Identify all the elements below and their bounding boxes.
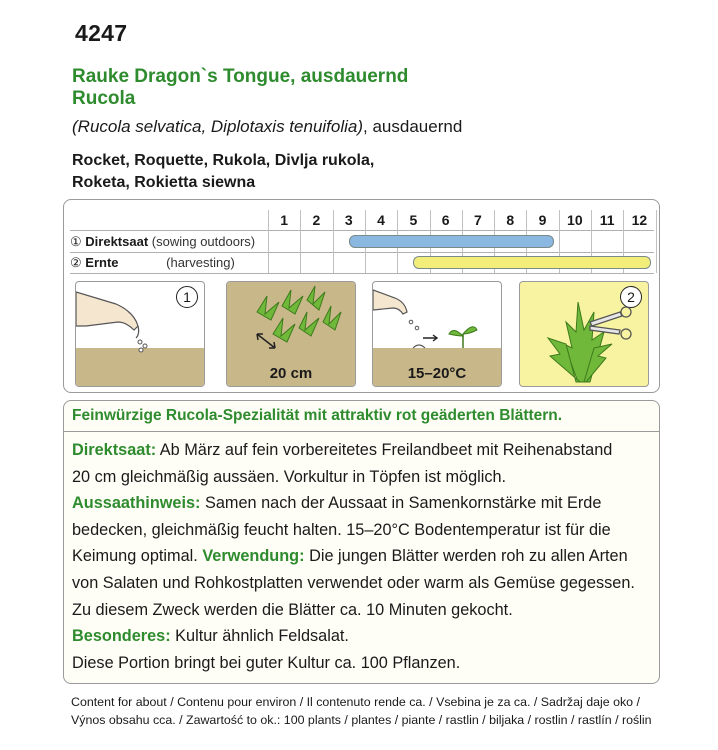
month-label: 9	[538, 212, 547, 228]
portion-line: Diese Portion bringt bei guter Kultur ca. 100 Pflanzen.	[72, 653, 461, 672]
description-panel	[63, 400, 660, 684]
besonderes-label: Besonderes:	[72, 627, 171, 646]
calendar-row-direktsaat	[70, 233, 255, 251]
month-label: 7	[474, 212, 482, 228]
verwendung-text: Die jungen Blätter werden roh zu allen Arten	[304, 547, 628, 566]
row-translation-sowing: (sowing outdoors)	[151, 234, 256, 249]
month-label: 2	[312, 212, 321, 228]
description-headline: Feinwürzige Rucola-Spezialität mit attraktiv rot geäderten Blättern.	[72, 407, 563, 424]
aussaat-line1	[72, 490, 652, 517]
calendar-divider	[70, 230, 654, 231]
description-body	[72, 437, 652, 676]
spacing-label: 20 cm	[269, 365, 313, 382]
product-title	[72, 66, 408, 110]
besonderes-text: Kultur ähnlich Feldsalat.	[170, 627, 349, 646]
month-label: 4	[377, 212, 385, 228]
row-marker-1: ①	[70, 234, 82, 249]
aussaat-label: Aussaathinweis:	[72, 494, 201, 513]
direktsaat-line2: 20 cm gleichmäßig aussäen. Vorkultur in Töpfen ist möglich.	[72, 467, 507, 486]
aussaat-line3	[72, 543, 652, 570]
direktsaat-line1	[72, 437, 652, 464]
besonderes-line	[72, 623, 652, 650]
direktsaat-label: Direktsaat:	[72, 441, 157, 459]
content-footer	[71, 693, 652, 729]
calendar-row-ernte	[70, 254, 235, 272]
step-marker-1: 1	[176, 286, 198, 308]
row-translation-harvest: (harvesting)	[166, 255, 235, 270]
common-names	[72, 150, 374, 194]
verwendung-line2: von Salaten und Rohkostplatten verwendet oder warm als Gemüse gegessen.	[72, 573, 635, 592]
month-gridline	[300, 210, 301, 273]
rocket-plant-scissors-icon	[520, 282, 648, 386]
month-label: 8	[506, 212, 515, 228]
month-label: 5	[409, 212, 418, 228]
harvest-period-bar	[413, 256, 651, 269]
pictogram-harvest	[519, 281, 649, 387]
pictogram-germination	[372, 281, 502, 387]
month-gridline	[333, 210, 334, 273]
verwendung-label: Verwendung:	[202, 547, 305, 566]
footer-line1: Content for about / Contenu pour environ / Il contenuto rende ca. / Vsebina je za ca. / Sadržaj daje oko /	[71, 695, 640, 709]
month-gridline	[268, 210, 269, 273]
temperature-label: 15–20°C	[407, 365, 467, 382]
month-label: 1	[280, 212, 289, 228]
month-label: 10	[567, 212, 583, 228]
month-label: 6	[441, 212, 450, 228]
row-label-ernte: Ernte	[85, 255, 119, 270]
product-title-line2: Rucola	[72, 88, 136, 109]
month-label: 3	[344, 212, 353, 228]
row-marker-2: ②	[70, 255, 82, 270]
step-marker-2: 2	[620, 286, 642, 308]
common-names-line1: Rocket, Roquette, Rukola, Divlja rukola,	[72, 152, 375, 169]
pictogram-sowing	[75, 281, 205, 387]
footer-line2: Výnos obsahu cca. / Zawartość to ok.: 100 plants / plantes / piante / rastlin / biljaka / rostlin / rastlín / roślin	[71, 713, 652, 727]
aussaat-text-end: Keimung optimal.	[72, 547, 203, 566]
aussaat-text: Samen nach der Aussaat in Samenkornstärke mit Erde	[200, 494, 602, 513]
common-names-line2: Roketa, Rokietta siewna	[72, 174, 256, 191]
headline-divider	[64, 431, 659, 432]
hand-sowing-icon	[76, 282, 204, 386]
pictogram-spacing	[226, 281, 356, 387]
verwendung-line3: Zu diesem Zweck werden die Blätter ca. 10 Minuten gekocht.	[72, 600, 513, 619]
month-label: 12	[631, 212, 648, 228]
month-gridline	[656, 210, 657, 273]
sowing-period-bar	[349, 235, 554, 248]
month-label: 11	[599, 212, 615, 228]
article-number: 4247	[75, 20, 128, 46]
botanical-suffix: , ausdauernd	[363, 117, 463, 136]
product-title-line1: Rauke Dragon`s Tongue, ausdauernd	[72, 66, 409, 87]
calendar-divider	[70, 273, 654, 274]
direktsaat-text: Ab März auf fein vorbereitetes Freilandbeet mit Reihenabstand	[156, 441, 613, 459]
calendar-divider	[70, 252, 654, 253]
row-label-direktsaat: Direktsaat	[85, 234, 149, 249]
botanical-name	[72, 117, 462, 137]
aussaat-line2: bedecken, gleichmäßig feucht halten. 15–20°C Bodentemperatur ist für die	[72, 520, 611, 539]
botanical-latin: (Rucola selvatica, Diplotaxis tenuifolia)	[72, 117, 364, 136]
